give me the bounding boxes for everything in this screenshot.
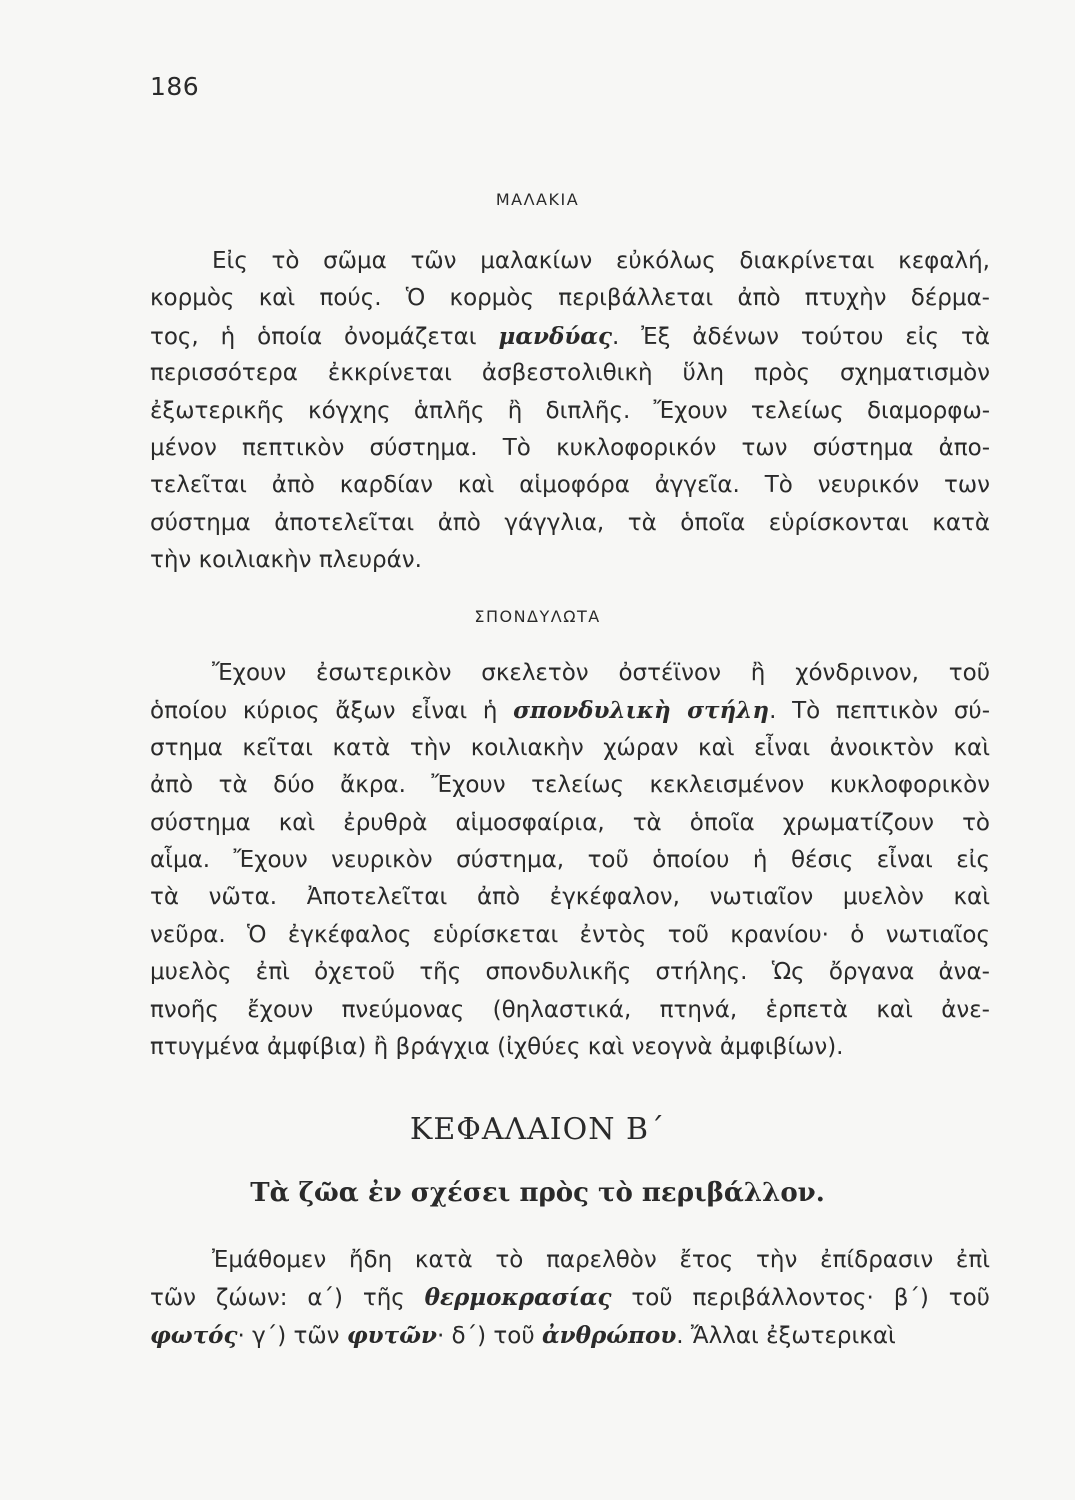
text-line: [150, 355, 990, 392]
text-line: [150, 1317, 990, 1354]
text-line: [150, 430, 990, 467]
text-line: [150, 1242, 990, 1279]
text-run: μένον πεπτικὸν σύστημα. Τὸ κυκλοφορικόν των σύστημα ἀπο-: [150, 434, 990, 461]
text-line: [150, 954, 990, 991]
text-run: · γ΄) τῶν: [237, 1322, 347, 1349]
emphasized-term: φωτός: [150, 1321, 238, 1349]
text-line: [150, 393, 990, 430]
text-line: [150, 280, 990, 317]
text-run: Ἔχουν ἐσωτερικὸν σκελετὸν ὀστέϊνον ἢ χόνδρινον, τοῦ: [212, 660, 990, 686]
text-line: [150, 879, 990, 916]
text-run: τος, ἡ ὁποία ὀνομάζεται: [150, 323, 499, 350]
paragraph-vertebrates: [150, 655, 990, 1066]
text-run: πτυγμένα ἀμφίβια) ἢ βράγχια (ἰχθύες καὶ νεογνὰ ἀμφιβίων).: [150, 1033, 844, 1060]
text-line: [150, 655, 990, 692]
text-line: [150, 917, 990, 954]
emphasized-term: ἀνθρώπου: [541, 1321, 677, 1349]
chapter-title: ΚΕΦΑΛΑΙΟΝ Β΄: [409, 1112, 666, 1147]
chapter-subtitle: Τὰ ζῶα ἐν σχέσει πρὸς τὸ περιβάλλον.: [250, 1178, 825, 1208]
text-line: [150, 842, 990, 879]
text-run: νεῦρα. Ὁ ἐγκέφαλος εὑρίσκεται ἐντὸς τοῦ κρανίου· ὁ νωτιαῖος: [150, 921, 990, 948]
text-line: [150, 992, 990, 1029]
text-run: σύστημα ἀποτελεῖται ἀπὸ γάγγλια, τὰ ὁποῖα εὑρίσκονται κατὰ: [150, 509, 990, 536]
text-line: [150, 1029, 990, 1066]
text-line: [150, 692, 990, 729]
text-line: [150, 467, 990, 504]
text-run: κορμὸς καὶ πούς. Ὁ κορμὸς περιβάλλεται ἀπὸ πτυχὴν δέρμα-: [150, 285, 990, 312]
text-run: περισσότερα ἐκκρίνεται ἀσβεστολιθικὴ ὕλη πρὸς σχηματισμὸν: [150, 360, 990, 387]
emphasized-term: φυτῶν: [346, 1321, 437, 1349]
text-run: τὴν κοιλιακὴν πλευράν.: [150, 547, 422, 574]
text-run: στημα κεῖται κατὰ τὴν κοιλιακὴν χώραν καὶ εἶναι ἀνοικτὸν καὶ: [150, 734, 990, 761]
text-line: [150, 767, 990, 804]
text-run: τὰ νῶτα. Ἀποτελεῖται ἀπὸ ἐγκέφαλον, νωτιαῖον μυελὸν καὶ: [150, 884, 990, 911]
text-run: ὁποίου κύριος ἄξων εἶναι ἡ: [150, 698, 514, 725]
text-run: Ἐμάθομεν ἤδη κατὰ τὸ παρελθὸν ἔτος τὴν ἐπίδρασιν ἐπὶ: [212, 1247, 990, 1273]
emphasized-term: μανδύας: [498, 322, 613, 350]
text-line: [150, 542, 990, 579]
text-run: αἷμα. Ἔχουν νευρικὸν σύστημα, τοῦ ὁποίου ἡ θέσις εἶναι εἰς: [150, 846, 990, 873]
text-run: τελεῖται ἀπὸ καρδίαν καὶ αἱμοφόρα ἀγγεῖα. Τὸ νευρικόν των: [150, 472, 990, 499]
text-line: [150, 505, 990, 542]
text-line: [150, 1279, 990, 1316]
text-run: · δ΄) τοῦ: [436, 1322, 542, 1349]
text-line: [150, 243, 990, 280]
emphasized-term: σπονδυλικὴ στήλη: [513, 697, 770, 725]
text-line: [150, 318, 990, 355]
emphasized-term: θερμοκρασίας: [424, 1284, 612, 1312]
text-run: . Ἄλλαι ἐξωτερικαὶ: [676, 1322, 896, 1349]
page-number: 186: [150, 72, 200, 101]
section-heading-molluscs: ΜΑΛΑΚΙΑ: [495, 190, 580, 209]
text-run: ἐξωτερικῆς κόγχης ἁπλῆς ἢ διπλῆς. Ἔχουν τελείως διαμορφω-: [150, 397, 990, 424]
text-run: σύστημα καὶ ἐρυθρὰ αἱμοσφαίρια, τὰ ὁποῖα χρωματίζουν τὸ: [150, 809, 990, 836]
text-run: τῶν ζώων: α΄) τῆς: [150, 1285, 425, 1312]
paragraph-chapter-intro: [150, 1242, 990, 1354]
text-run: ἀπὸ τὰ δύο ἄκρα. Ἔχουν τελείως κεκλεισμένον κυκλοφορικὸν: [150, 772, 990, 799]
text-line: [150, 730, 990, 767]
text-run: Εἰς τὸ σῶμα τῶν μαλακίων εὐκόλως διακρίνεται κεφαλή,: [212, 248, 990, 274]
text-run: πνοῆς ἔχουν πνεύμονας (θηλαστικά, πτηνά, ἑρπετὰ καὶ ἀνε-: [150, 996, 990, 1023]
text-run: τοῦ περιβάλλοντος· β΄) τοῦ: [611, 1285, 990, 1312]
paragraph-molluscs: [150, 243, 990, 580]
text-run: μυελὸς ἐπὶ ὀχετοῦ τῆς σπονδυλικῆς στήλης. Ὡς ὄργανα ἀνα-: [150, 959, 990, 986]
text-line: [150, 805, 990, 842]
text-run: . Ἐξ ἀδένων τούτου εἰς τὰ: [612, 323, 990, 350]
section-heading-vertebrates: ΣΠΟΝΔΥΛΩΤΑ: [474, 607, 601, 626]
text-run: . Τὸ πεπτικὸν σύ-: [769, 698, 991, 725]
